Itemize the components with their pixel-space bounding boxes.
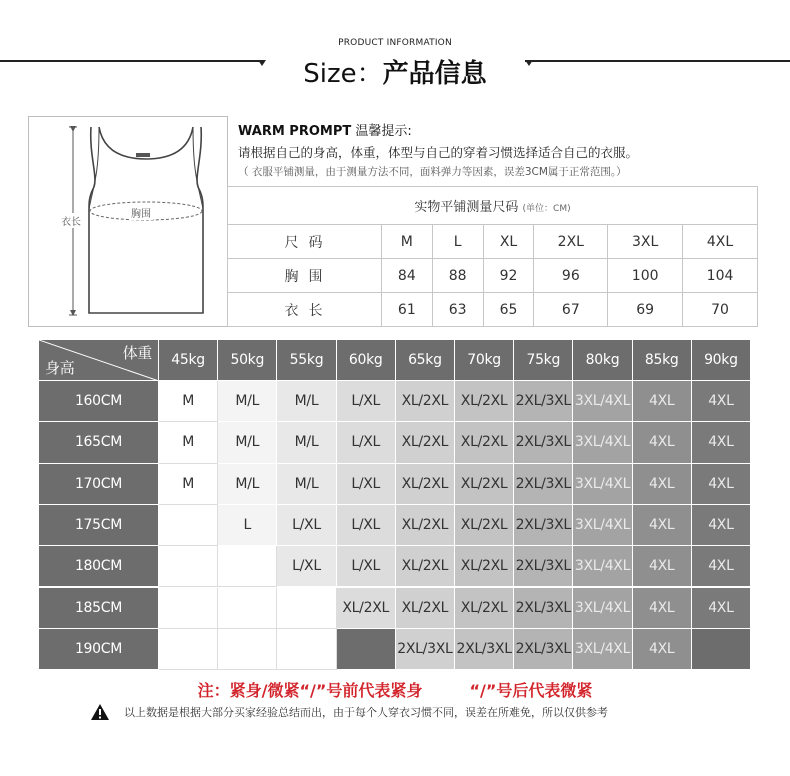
size-cell: M bbox=[381, 225, 432, 259]
measure-cell: 63 bbox=[432, 293, 483, 327]
size-cell: XL/2XL bbox=[455, 588, 514, 629]
measurement-table-title: 实物平铺测量尺码 (单位：CM) bbox=[228, 187, 758, 225]
size-cell bbox=[159, 629, 218, 670]
size-cell bbox=[218, 588, 277, 629]
size-cell: 3XL/4XL bbox=[573, 422, 632, 463]
disclaimer-text: 以上数据是根据大部分买家经验总结而出，由于每个人穿衣习惯不同，误差在所难免，所以仅供参考 bbox=[124, 706, 608, 719]
size-cell: XL/2XL bbox=[396, 464, 455, 505]
weight-header: 45kg bbox=[159, 340, 218, 381]
title-main: 产品信息 bbox=[382, 59, 487, 89]
weight-header: 70kg bbox=[455, 340, 514, 381]
size-cell: XL/2XL bbox=[396, 381, 455, 422]
size-cell: XL/2XL bbox=[455, 546, 514, 587]
size-cell bbox=[337, 629, 396, 670]
weight-header: 85kg bbox=[633, 340, 692, 381]
size-cell: 4XL bbox=[692, 505, 751, 546]
size-cell: 4XL bbox=[633, 464, 692, 505]
height-axis-label: 身高 bbox=[45, 359, 75, 377]
size-cell: L bbox=[218, 505, 277, 546]
size-cell: 3XL/4XL bbox=[573, 381, 632, 422]
height-header: 180CM bbox=[39, 546, 159, 587]
measure-cell: 100 bbox=[608, 259, 683, 293]
size-cell: L/XL bbox=[277, 546, 336, 587]
size-cell: 3XL/4XL bbox=[573, 629, 632, 670]
length-label: 衣长 bbox=[61, 213, 81, 228]
size-cell: 4XL bbox=[692, 422, 751, 463]
measure-cell: 104 bbox=[683, 259, 758, 293]
chest-label: 胸围 bbox=[129, 205, 153, 220]
height-header: 185CM bbox=[39, 588, 159, 629]
size-cell: L/XL bbox=[337, 546, 396, 587]
size-cell: XL bbox=[483, 225, 534, 259]
size-cell: 2XL/3XL bbox=[514, 505, 573, 546]
height-header: 165CM bbox=[39, 422, 159, 463]
size-cell: 4XL bbox=[692, 464, 751, 505]
size-recommendation-grid bbox=[39, 340, 751, 670]
fit-note-right: “/”号后代表微紧 bbox=[469, 681, 593, 700]
size-row-label: 尺码 bbox=[228, 225, 382, 259]
warning-icon bbox=[90, 703, 110, 721]
weight-header: 55kg bbox=[277, 340, 336, 381]
size-cell: M/L bbox=[277, 464, 336, 505]
size-cell: 3XL/4XL bbox=[573, 464, 632, 505]
size-cell: M bbox=[159, 381, 218, 422]
size-cell: XL/2XL bbox=[455, 381, 514, 422]
size-cell: XL/2XL bbox=[337, 588, 396, 629]
size-cell: 2XL/3XL bbox=[514, 588, 573, 629]
size-cell: 4XL bbox=[692, 588, 751, 629]
size-cell: 3XL bbox=[608, 225, 683, 259]
size-cell: 3XL/4XL bbox=[573, 505, 632, 546]
size-cell: 2XL/3XL bbox=[514, 629, 573, 670]
size-cell: M/L bbox=[218, 381, 277, 422]
size-cell: 4XL bbox=[633, 422, 692, 463]
size-cell: XL/2XL bbox=[396, 588, 455, 629]
size-cell: 2XL/3XL bbox=[514, 422, 573, 463]
size-cell: M/L bbox=[277, 422, 336, 463]
size-cell: M/L bbox=[277, 381, 336, 422]
size-cell: 4XL bbox=[683, 225, 758, 259]
size-cell bbox=[218, 629, 277, 670]
fit-note-left: 注：紧身/微紧“/”号前代表紧身 bbox=[197, 681, 423, 700]
height-header: 190CM bbox=[39, 629, 159, 670]
weight-header: 50kg bbox=[218, 340, 277, 381]
size-row bbox=[228, 225, 758, 259]
size-cell: 2XL/3XL bbox=[514, 381, 573, 422]
product-information-label: PRODUCT INFORMATION bbox=[338, 38, 452, 48]
size-cell: M/L bbox=[218, 422, 277, 463]
size-cell: XL/2XL bbox=[455, 422, 514, 463]
size-cell: L/XL bbox=[337, 505, 396, 546]
size-cell: 2XL/3XL bbox=[514, 546, 573, 587]
size-cell bbox=[277, 629, 336, 670]
size-cell: L/XL bbox=[337, 464, 396, 505]
size-cell: 4XL bbox=[633, 505, 692, 546]
size-cell: L/XL bbox=[277, 505, 336, 546]
measure-cell: 61 bbox=[381, 293, 432, 327]
garment-diagram bbox=[28, 116, 228, 327]
warm-prompt-cn: 温馨提示: bbox=[355, 124, 412, 139]
prompt-line-1: 请根据自己的身高，体重，体型与自己的穿着习惯选择适合自己的衣服。 bbox=[238, 145, 639, 160]
size-cell: 3XL/4XL bbox=[573, 588, 632, 629]
measure-cell: 88 bbox=[432, 259, 483, 293]
unit-label: (单位：CM) bbox=[522, 204, 571, 214]
page-title bbox=[0, 53, 790, 90]
measure-cell: 65 bbox=[483, 293, 534, 327]
title-prefix: Size： bbox=[303, 59, 383, 89]
weight-header: 60kg bbox=[337, 340, 396, 381]
chest-row-label: 胸围 bbox=[228, 259, 382, 293]
weight-header: 80kg bbox=[573, 340, 632, 381]
warm-prompt-en: WARM PROMPT bbox=[238, 124, 352, 139]
size-cell: M bbox=[159, 422, 218, 463]
size-cell: 4XL bbox=[692, 381, 751, 422]
length-row-label: 衣长 bbox=[228, 293, 382, 327]
size-cell bbox=[218, 546, 277, 587]
size-cell: 2XL/3XL bbox=[514, 464, 573, 505]
measure-cell: 69 bbox=[608, 293, 683, 327]
measure-cell: 96 bbox=[534, 259, 608, 293]
measure-cell: 70 bbox=[683, 293, 758, 327]
size-cell: 4XL bbox=[633, 546, 692, 587]
size-cell bbox=[159, 588, 218, 629]
size-cell: L bbox=[432, 225, 483, 259]
size-cell: 4XL bbox=[633, 588, 692, 629]
size-cell: XL/2XL bbox=[396, 546, 455, 587]
size-cell: 4XL bbox=[692, 546, 751, 587]
size-cell: 4XL bbox=[633, 629, 692, 670]
size-cell: L/XL bbox=[337, 422, 396, 463]
size-cell bbox=[159, 546, 218, 587]
size-cell: 2XL bbox=[534, 225, 608, 259]
size-cell: M bbox=[159, 464, 218, 505]
height-header: 160CM bbox=[39, 381, 159, 422]
measure-cell: 67 bbox=[534, 293, 608, 327]
size-cell bbox=[692, 629, 751, 670]
size-cell: 2XL/3XL bbox=[455, 629, 514, 670]
size-cell: 2XL/3XL bbox=[396, 629, 455, 670]
weight-axis-label: 体重 bbox=[122, 344, 152, 362]
size-cell bbox=[159, 505, 218, 546]
disclaimer bbox=[90, 703, 608, 721]
weight-header: 75kg bbox=[514, 340, 573, 381]
fit-note bbox=[0, 678, 790, 701]
measure-cell: 84 bbox=[381, 259, 432, 293]
size-cell: XL/2XL bbox=[396, 422, 455, 463]
size-cell bbox=[277, 588, 336, 629]
size-cell: L/XL bbox=[337, 381, 396, 422]
size-cell: M/L bbox=[218, 464, 277, 505]
measure-cell: 92 bbox=[483, 259, 534, 293]
size-cell: 4XL bbox=[633, 381, 692, 422]
grid-corner bbox=[39, 340, 159, 381]
weight-header: 65kg bbox=[396, 340, 455, 381]
weight-header: 90kg bbox=[692, 340, 751, 381]
measurement-table bbox=[227, 186, 758, 327]
warm-prompt-heading bbox=[238, 120, 412, 139]
size-cell: XL/2XL bbox=[455, 505, 514, 546]
height-header: 170CM bbox=[39, 464, 159, 505]
length-row bbox=[228, 293, 758, 327]
tank-top-illustration bbox=[29, 117, 227, 326]
size-cell: 3XL/4XL bbox=[573, 546, 632, 587]
prompt-line-2: （ 衣服平铺测量，由于测量方法不同，面料弹力等因素，误差3CM属于正常范围。） bbox=[238, 166, 627, 178]
size-cell: XL/2XL bbox=[396, 505, 455, 546]
corner-divider bbox=[39, 340, 159, 381]
height-header: 175CM bbox=[39, 505, 159, 546]
chest-row bbox=[228, 259, 758, 293]
size-cell: XL/2XL bbox=[455, 464, 514, 505]
